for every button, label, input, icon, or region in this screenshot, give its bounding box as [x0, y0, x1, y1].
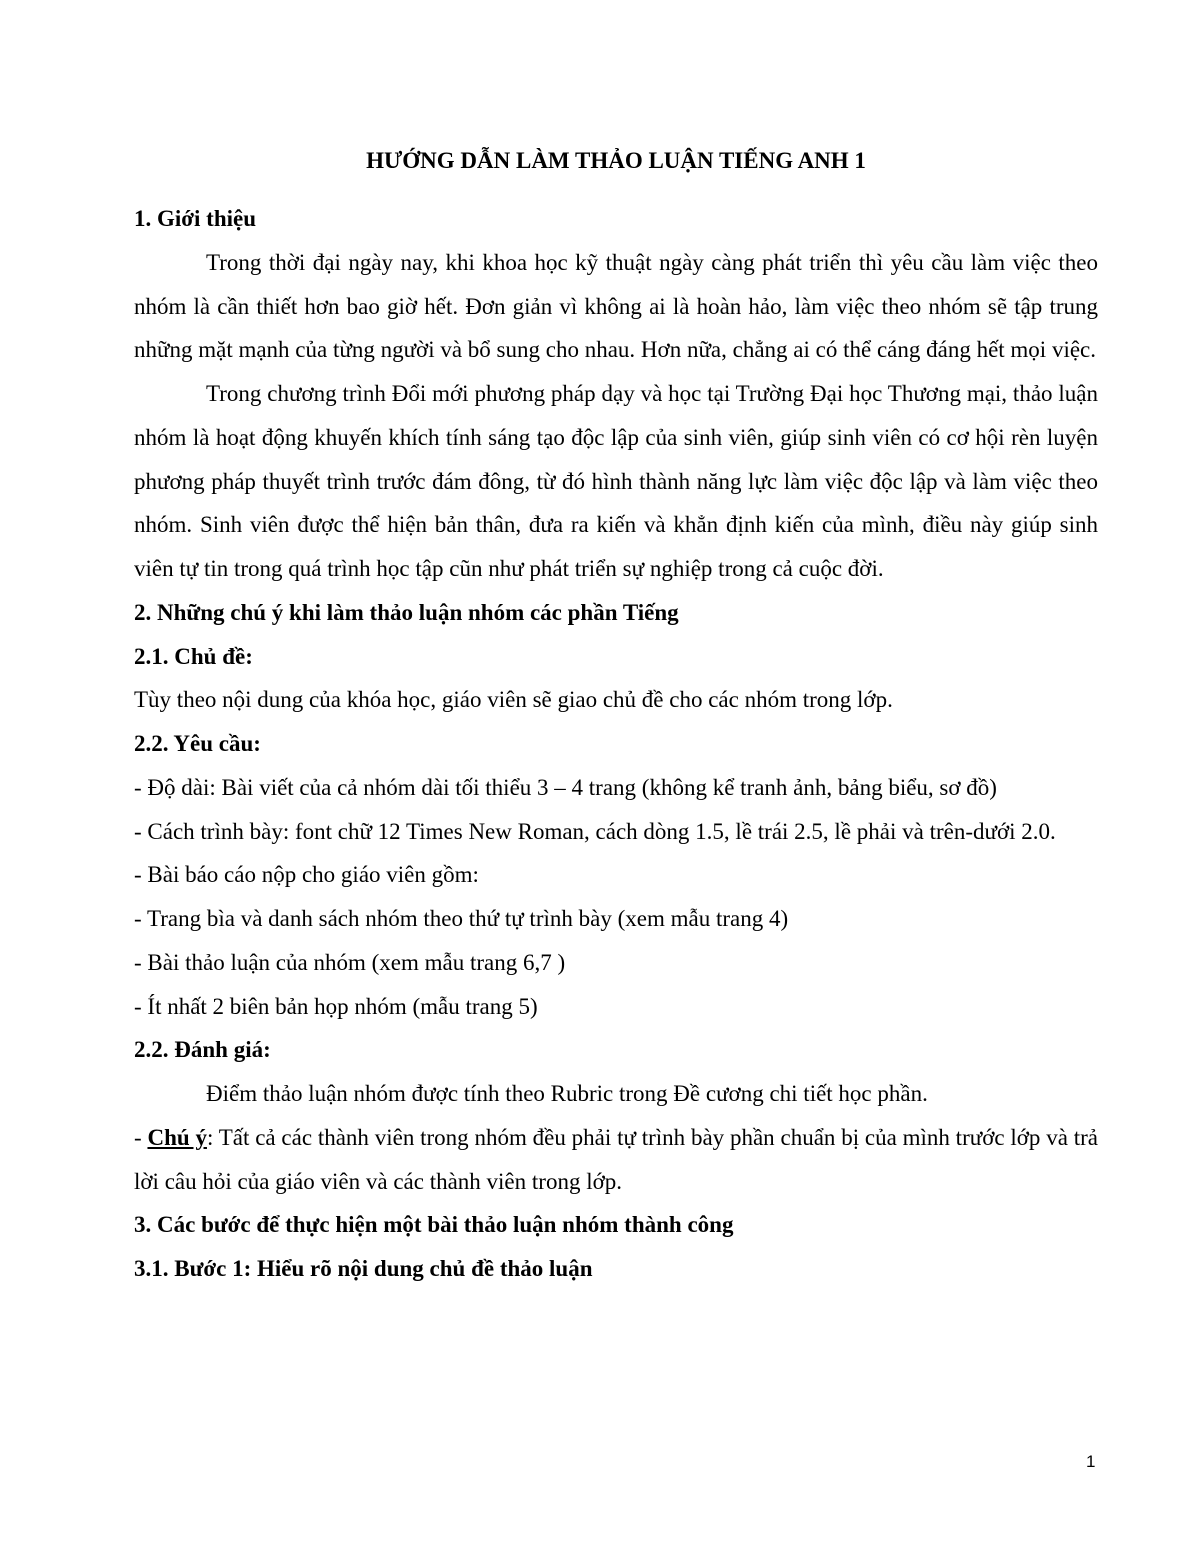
note-label: Chú ý: [147, 1124, 207, 1150]
section-1-paragraph-1: Trong thời đại ngày nay, khi khoa học kỹ thuật ngày càng phát triển thì yêu cầu làm việc theo nhóm là cần thiết hơn bao giờ hết. Đơn giản vì không ai là hoàn hảo, làm việc theo nhóm sẽ tập trung những mặt mạnh của từng người và bổ sung cho nhau. Hơn nữa, chẳng ai có thể cáng đáng hết mọi việc.: [134, 249, 1098, 363]
page-number: 1: [1086, 1452, 1096, 1471]
requirement-length: - Độ dài: Bài viết của cả nhóm dài tối thiểu 3 – 4 trang (không kể tranh ảnh, bảng biểu, sơ đồ): [134, 774, 997, 800]
section-1-heading: 1. Giới thiệu: [134, 206, 256, 231]
document-body: [134, 197, 1098, 1291]
submission-item-report: - Bài thảo luận của nhóm (xem mẫu trang 6,7 ): [134, 949, 566, 975]
section-3-heading: 3. Các bước để thực hiện một bài thảo luận nhóm thành công: [134, 1212, 734, 1238]
note-prefix: -: [134, 1124, 148, 1150]
submission-item-minutes: - Ít nhất 2 biên bản họp nhóm (mẫu trang 5): [134, 993, 538, 1019]
section-2-2-heading: 2.2. Yêu cầu:: [134, 731, 261, 756]
section-2-1-text: Tùy theo nội dung của khóa học, giáo viên sẽ giao chủ đề cho các nhóm trong lớp.: [134, 687, 893, 713]
section-2-heading: 2. Những chú ý khi làm thảo luận nhóm các phần Tiếng: [134, 599, 679, 625]
section-1-paragraph-2: Trong chương trình Đổi mới phương pháp dạy và học tại Trường Đại học Thương mại, thảo luận nhóm là hoạt động khuyến khích tính sáng tạo độc lập của sinh viên, giúp sinh viên có cơ hội rèn luyện phương pháp thuyết trình trước đám đông, từ đó hình thành năng lực làm việc độc lập và làm việc theo nhóm. Sinh viên được thể hiện bản thân, đưa ra kiến và khẳn định kiến của mình, điều này giúp sinh viên tự tin trong quá trình học tập cũn như phát triển sự nghiệp trong cả cuộc đời.: [134, 381, 1098, 581]
section-2-1-heading: 2.1. Chủ đề:: [134, 643, 253, 669]
section-2-3-heading: 2.2. Đánh giá:: [134, 1037, 271, 1063]
section-3-1-heading: 3.1. Bước 1: Hiểu rõ nội dung chủ đề thảo luận: [134, 1256, 593, 1281]
requirement-submission: - Bài báo cáo nộp cho giáo viên gồm:: [134, 862, 479, 888]
section-2-3-text: Điểm thảo luận nhóm được tính theo Rubric trong Đề cương chi tiết học phần.: [206, 1081, 928, 1106]
document-title: HƯỚNG DẪN LÀM THẢO LUẬN TIẾNG ANH 1: [366, 148, 866, 173]
submission-item-cover: - Trang bìa và danh sách nhóm theo thứ tự trình bày (xem mẫu trang 4): [134, 906, 789, 931]
note-paragraph: [134, 1116, 1098, 1204]
note-text: : Tất cả các thành viên trong nhóm đều phải tự trình bày phần chuẩn bị của mình trước lớp và trả lời câu hỏi của giáo viên và các thành viên trong lớp.: [134, 1124, 1098, 1194]
requirement-format: - Cách trình bày: font chữ 12 Times New Roman, cách dòng 1.5, lề trái 2.5, lề phải và trên-dưới 2.0.: [134, 818, 1056, 844]
